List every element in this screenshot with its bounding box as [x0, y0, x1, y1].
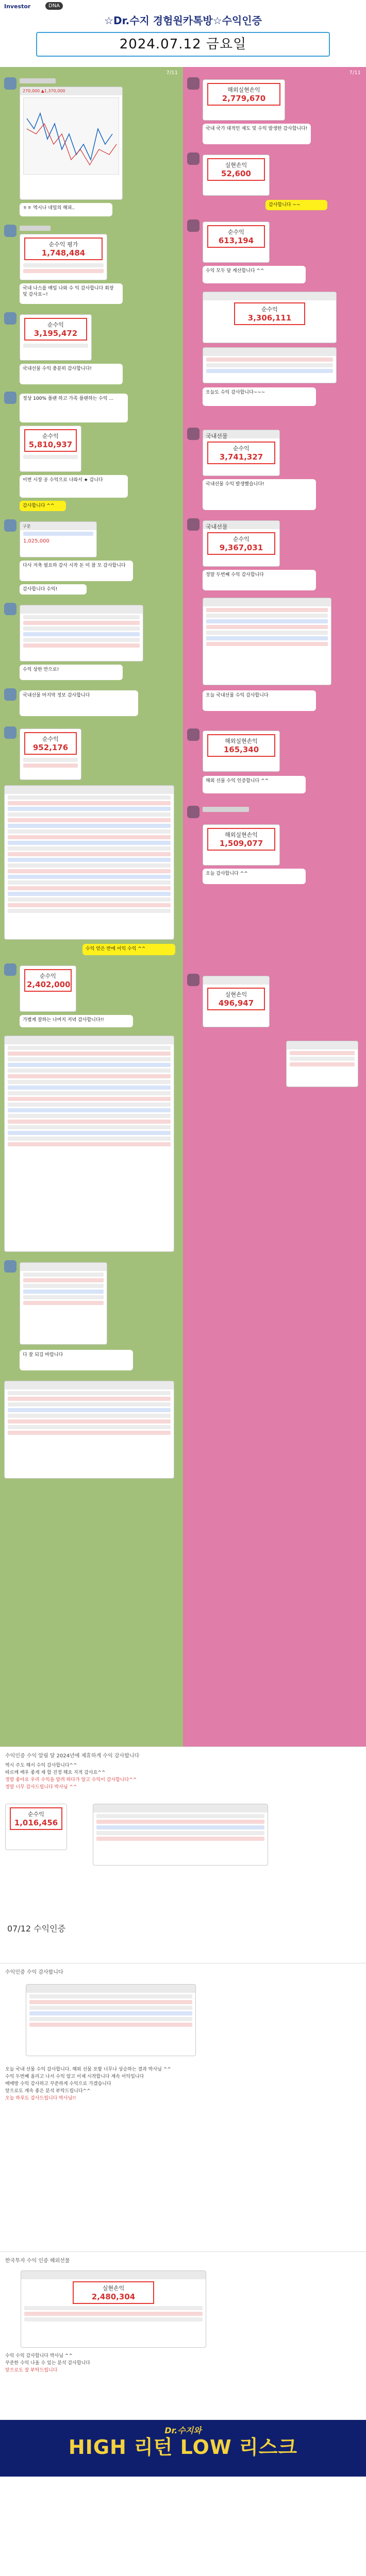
price-chart	[23, 97, 119, 175]
data-row	[29, 2023, 192, 2027]
chat-right	[183, 67, 366, 1747]
data-row	[29, 2000, 192, 2004]
chat-message: 국내 나스를 매입 나와 수 익 감사합니다 회장 및 감사요~!	[20, 283, 123, 304]
profit-label: 해외실현손익	[227, 87, 260, 93]
data-row	[206, 363, 333, 367]
data-row	[8, 875, 171, 879]
card-header	[203, 598, 331, 606]
card-header: 구분	[20, 522, 96, 530]
profit-label: 순수익	[40, 973, 56, 979]
post-line: 따르께 매우 좋게 제 합 진정 해요 지적 감사요^^	[5, 1770, 106, 1775]
data-row	[8, 1080, 171, 1084]
profit-box	[207, 83, 280, 106]
card-header	[21, 2271, 206, 2279]
data-row	[206, 636, 328, 640]
trade-table-image	[26, 1984, 196, 2056]
trade-table-image	[203, 598, 331, 685]
profit-value: 52,600	[221, 169, 251, 178]
profit-box	[234, 302, 305, 325]
data-row	[8, 1125, 171, 1129]
data-row	[8, 1391, 171, 1395]
date-banner: 2024.07.12 금요일	[36, 32, 330, 57]
chat-screenshots	[0, 67, 366, 1747]
avatar	[4, 1260, 16, 1273]
trade-table-image	[203, 347, 337, 383]
card-header	[203, 292, 336, 300]
chat-message: 수익 얻은 반에 이익 수익 ^^	[82, 944, 175, 955]
profit-card	[20, 314, 92, 361]
avatar	[187, 77, 199, 90]
profit-box	[24, 969, 72, 992]
data-row	[8, 1091, 171, 1095]
data-row	[206, 642, 328, 646]
footer-banner	[0, 2420, 366, 2477]
trade-table-image	[20, 1262, 107, 1345]
page-title: ☆Dr.수지 경험원카톡방☆수익인증	[104, 14, 262, 27]
avatar	[187, 518, 199, 531]
post-header: 수익인증 수익 알림 달 2024년에 제휴하게 수익 감사합니다	[5, 1753, 140, 1759]
data-row	[8, 846, 171, 851]
profit-box	[207, 828, 275, 851]
card-header	[26, 1985, 195, 1993]
chat-message: 감사합니다 ~~	[265, 200, 327, 210]
avatar	[4, 726, 16, 739]
avatar	[4, 225, 16, 237]
data-row	[23, 638, 140, 642]
data-row	[8, 824, 171, 828]
profit-box	[207, 158, 265, 181]
chat-message: ㅎㅎ 역시나 네일의 해피..	[20, 203, 112, 216]
data-row	[24, 2317, 203, 2321]
data-row	[8, 903, 171, 907]
data-row	[206, 369, 333, 373]
data-row	[8, 835, 171, 839]
trade-table-image	[286, 1041, 358, 1087]
data-row	[8, 1114, 171, 1118]
data-row	[8, 1097, 171, 1101]
profit-label: 해외실현손익	[225, 738, 258, 744]
trade-table-image	[21, 2270, 206, 2348]
footer-logo: Dr.수지와	[164, 2426, 202, 2435]
chat-message: 이번 시장 공 수익으로 나와서 ★ 갑니다	[20, 475, 128, 498]
data-row	[29, 2006, 192, 2010]
data-row	[29, 2017, 192, 2021]
profit-value: 1,509,077	[219, 839, 263, 848]
chat-message: 국내선물 마지막 정보 감사합니다	[20, 690, 138, 716]
data-row	[23, 758, 78, 762]
avatar	[4, 77, 16, 90]
chat-message: 해외 선물 수익 인증합니다 ^^	[203, 776, 306, 793]
post-line: 역시 주도 해서 수익 감사합니다^^	[5, 1763, 77, 1768]
footer-sub	[0, 2459, 366, 2460]
chat-image	[20, 87, 123, 200]
profit-value: 1,016,456	[14, 1818, 58, 1827]
data-row	[8, 858, 171, 862]
data-row	[8, 807, 171, 811]
data-row	[23, 1290, 104, 1294]
profit-card	[203, 976, 270, 1027]
data-row	[8, 1108, 171, 1112]
post-line: 오늘 국내 선물 수익 감사합니다. 해외 선물 포함 너무나 상승하는 결과 박사님 ^^	[5, 2067, 171, 2072]
post-line: 매매방 수익 감사하고 꾸준하게 수익으로 가겠습니다	[5, 2081, 111, 2087]
data-row	[23, 621, 140, 625]
summary-table-image	[4, 1036, 174, 1252]
trade-list-image	[4, 785, 174, 940]
avatar	[4, 963, 16, 976]
profit-card	[20, 426, 81, 472]
post-body	[5, 2353, 361, 2375]
profit-card	[203, 79, 285, 121]
avatar	[4, 312, 16, 325]
avatar	[187, 806, 199, 818]
data-row	[8, 1131, 171, 1135]
post-body	[5, 2066, 361, 2103]
profit-card	[203, 731, 280, 772]
footer-slogan: HIGH 리턴 LOW 리스크	[68, 2436, 298, 2459]
post-header: 수익인증 수익 감사합니다	[5, 1970, 63, 1975]
profit-label: 순수익	[42, 433, 59, 439]
data-row	[23, 615, 140, 619]
card-header: 국내선물	[203, 521, 279, 529]
board-post	[0, 1747, 366, 1963]
data-row	[290, 1051, 355, 1055]
board-post	[0, 1963, 366, 2251]
data-row	[8, 1086, 171, 1090]
profit-label: 순수익	[47, 321, 64, 328]
profit-label: 순수익	[233, 445, 249, 452]
profit-card	[203, 222, 270, 263]
data-row	[8, 1425, 171, 1429]
data-row	[8, 892, 171, 896]
data-row	[8, 1057, 171, 1061]
post-line: 정말 너무 감사드립니다 박사님 ^^	[5, 1784, 77, 1790]
profit-label: 순수익	[228, 229, 244, 235]
profit-box	[207, 225, 265, 248]
data-row	[23, 764, 78, 768]
data-row	[24, 2306, 203, 2310]
data-row	[8, 852, 171, 856]
data-row	[8, 909, 171, 913]
data-row	[29, 2011, 192, 2015]
data-row	[96, 1825, 264, 1829]
chat-time: 7/11	[349, 70, 361, 76]
post-line: 수익 두번째 올리고 나서 수익 알고 이제 시작합니다 계속 이익입니다	[5, 2074, 144, 2079]
profit-label: 순수익	[233, 536, 249, 543]
brand-logo: Investor	[4, 3, 31, 10]
profit-label: 순수익	[28, 1811, 44, 1818]
profit-card	[5, 1804, 67, 1850]
data-row	[8, 1137, 171, 1141]
section-title: 07/12 수익인증	[7, 1924, 66, 1934]
card-header	[5, 786, 174, 794]
chat-message: 국내 국가 대적인 제도 및 수익 발생한 감사합니다!	[203, 124, 311, 144]
profit-value: 3,741,327	[219, 452, 263, 462]
chat-message: 수익 모두 달 계산합니다 ^^	[203, 266, 306, 283]
data-row	[8, 1052, 171, 1056]
data-row	[23, 455, 78, 459]
data-row	[8, 1142, 171, 1146]
profit-box	[207, 532, 275, 555]
profit-label: 순수익	[261, 306, 278, 313]
card-header	[5, 1381, 174, 1389]
chat-message: 오늘 국내선물 수익 감사합니다	[203, 690, 316, 711]
data-row	[8, 829, 171, 834]
card-header: 국내선물	[203, 430, 279, 438]
nickname	[203, 807, 249, 812]
profit-value: 613,194	[218, 236, 254, 245]
card-header	[5, 1036, 174, 1044]
chat-message: 국내선물 수익 발생했습니다!	[203, 479, 316, 510]
board-post	[0, 2251, 366, 2477]
profit-box	[24, 732, 77, 755]
chat-left	[0, 67, 183, 1747]
card-header	[20, 605, 143, 614]
profit-box	[207, 442, 275, 464]
data-row	[23, 643, 140, 648]
trade-table-image	[93, 1804, 268, 1866]
profit-value: 9,367,031	[219, 543, 263, 552]
data-row	[23, 632, 140, 636]
data-row	[290, 1057, 355, 1061]
data-row	[23, 1273, 104, 1277]
data-row	[8, 1046, 171, 1050]
profit-value: 5,810,937	[28, 440, 73, 449]
avatar	[4, 392, 16, 404]
chat-message: 감사합니다 ^^	[20, 501, 66, 511]
data-row	[8, 880, 171, 885]
data-row	[8, 812, 171, 817]
profit-value: 3,195,472	[34, 329, 78, 338]
data-row	[23, 1295, 104, 1299]
card-header	[93, 1804, 268, 1812]
card-header	[203, 976, 269, 985]
data-row	[8, 869, 171, 873]
profit-value: 3,306,111	[247, 313, 292, 323]
avatar	[187, 219, 199, 232]
page-header	[0, 0, 366, 67]
card-header	[20, 1263, 107, 1271]
post-header: 한국투자 수익 인증 해외선물	[5, 2258, 70, 2264]
data-row	[23, 1301, 104, 1305]
data-row	[8, 1408, 171, 1412]
data-row	[8, 1120, 171, 1124]
profit-label: 실현손익	[225, 162, 247, 168]
chat-message: 가볍게 잘하는 나머지 저녁 감사합니다!!	[20, 1015, 133, 1027]
data-row	[290, 1062, 355, 1066]
avatar	[187, 428, 199, 440]
profit-value: 2,480,304	[91, 2292, 136, 2301]
profit-value: 2,779,670	[222, 94, 266, 103]
data-row	[8, 818, 171, 822]
data-row	[8, 863, 171, 868]
data-row	[24, 2312, 203, 2316]
profit-value: 2,402,000	[27, 980, 71, 989]
card-header	[203, 348, 336, 356]
data-row	[96, 1831, 264, 1835]
profit-card	[203, 155, 270, 196]
post-line: 수익 수익 감사합니다 박사님 ^^	[5, 2353, 73, 2359]
post-line: 정말 좋아요 우리 수익을 알려 하다가 알고 수익이 감사합니다^^	[5, 1777, 137, 1783]
profit-box	[73, 2281, 154, 2304]
data-row	[206, 625, 328, 629]
post-line: 꾸준한 수익 나올 수 있는 분석 감사합니다	[5, 2360, 90, 2366]
chat-message: 오늘도 수익 감사합니다~~~	[203, 387, 316, 406]
data-row	[8, 1419, 171, 1423]
trade-table-image	[20, 605, 143, 662]
profit-value: 496,947	[218, 998, 254, 1008]
data-row	[206, 608, 328, 612]
brand-badge: DNA	[45, 2, 63, 10]
balance-table-image	[4, 1381, 174, 1479]
data-row	[8, 1397, 171, 1401]
chat-message: 다 잘 되길 바랍니다	[20, 1350, 133, 1370]
profit-box	[10, 1807, 62, 1830]
profit-label: 순수익	[42, 736, 59, 742]
nickname	[20, 78, 56, 83]
data-row	[23, 1278, 104, 1282]
ticker-strip: 270,000 ▲1,370,000	[20, 87, 122, 95]
data-row	[8, 897, 171, 902]
data-row	[206, 358, 333, 362]
data-row	[96, 1837, 264, 1841]
profit-card	[20, 965, 76, 1012]
post-line: 오늘 하루도 감사드립니다 박사님!!	[5, 2095, 76, 2101]
data-row	[8, 1103, 171, 1107]
data-row	[8, 1074, 171, 1078]
profit-card	[203, 824, 280, 866]
data-row	[29, 1994, 192, 1998]
nickname	[20, 226, 51, 231]
data-row	[8, 841, 171, 845]
avatar	[187, 728, 199, 741]
data-row	[206, 614, 328, 618]
profit-box	[24, 238, 103, 260]
data-row	[8, 886, 171, 890]
profit-card	[203, 520, 280, 567]
chat-message: 정말 두번째 수익 감사합니다	[203, 570, 316, 590]
data-row	[8, 795, 171, 800]
profit-card	[203, 430, 280, 476]
chat-message: 오늘 감사합니다 ^^	[203, 869, 306, 884]
avatar	[4, 519, 16, 532]
post-line: 앞으로도 잘 부탁드립니다	[5, 2367, 58, 2373]
data-row	[206, 619, 328, 623]
trade-table-image	[203, 292, 337, 343]
profit-card	[20, 728, 81, 780]
data-row	[23, 626, 140, 631]
data-row	[23, 269, 104, 273]
price-chart-svg	[24, 98, 120, 174]
profit-box	[207, 988, 265, 1010]
data-row	[8, 1069, 171, 1073]
data-row	[8, 1431, 171, 1435]
data-row	[23, 532, 93, 536]
data-row	[8, 1414, 171, 1418]
profit-value: 165,340	[223, 745, 259, 754]
profit-box	[207, 734, 275, 757]
card-header	[287, 1041, 358, 1049]
avatar	[187, 152, 199, 165]
avatar	[187, 974, 199, 986]
chat-message: 정상 100% 플랜 하고 가족 플랜하는 수익 ...	[20, 394, 128, 422]
data-row	[206, 631, 328, 635]
profit-value: 952,176	[32, 743, 69, 752]
profit-value: 1,748,484	[41, 248, 86, 258]
profit-label: 순수익 평가	[48, 241, 78, 248]
profit-card	[20, 521, 97, 557]
profit-value: 1,025,000	[23, 538, 49, 544]
post-line: 앞으로도 계속 좋은 분석 부탁드립니다^^	[5, 2088, 91, 2094]
data-row	[23, 263, 104, 267]
profit-label: 실현손익	[225, 991, 247, 998]
chat-message: 다사 저축 필요하 감사 시작 돈 미 참 모 감사합니다	[20, 561, 133, 581]
data-row	[8, 1063, 171, 1067]
data-row	[8, 1402, 171, 1406]
chat-message: 국내선물 수익 충분히 감사합니다!	[20, 364, 123, 384]
data-row	[96, 1820, 264, 1824]
profit-label: 실현손익	[102, 2285, 125, 2292]
data-row	[23, 1284, 104, 1288]
post-body	[5, 1762, 361, 1791]
chat-time: 7/11	[166, 70, 178, 76]
data-row	[96, 1814, 264, 1818]
avatar	[4, 603, 16, 615]
profit-box	[24, 429, 77, 452]
data-row	[8, 801, 171, 805]
avatar	[4, 688, 16, 701]
profit-box	[24, 318, 87, 341]
chat-message: 수익 상한 만으로!	[20, 665, 123, 680]
profit-card	[20, 234, 107, 280]
chat-message: 감사합니다 수익!	[20, 584, 87, 595]
data-row	[23, 344, 88, 348]
profit-label: 해외실현손익	[225, 832, 258, 838]
